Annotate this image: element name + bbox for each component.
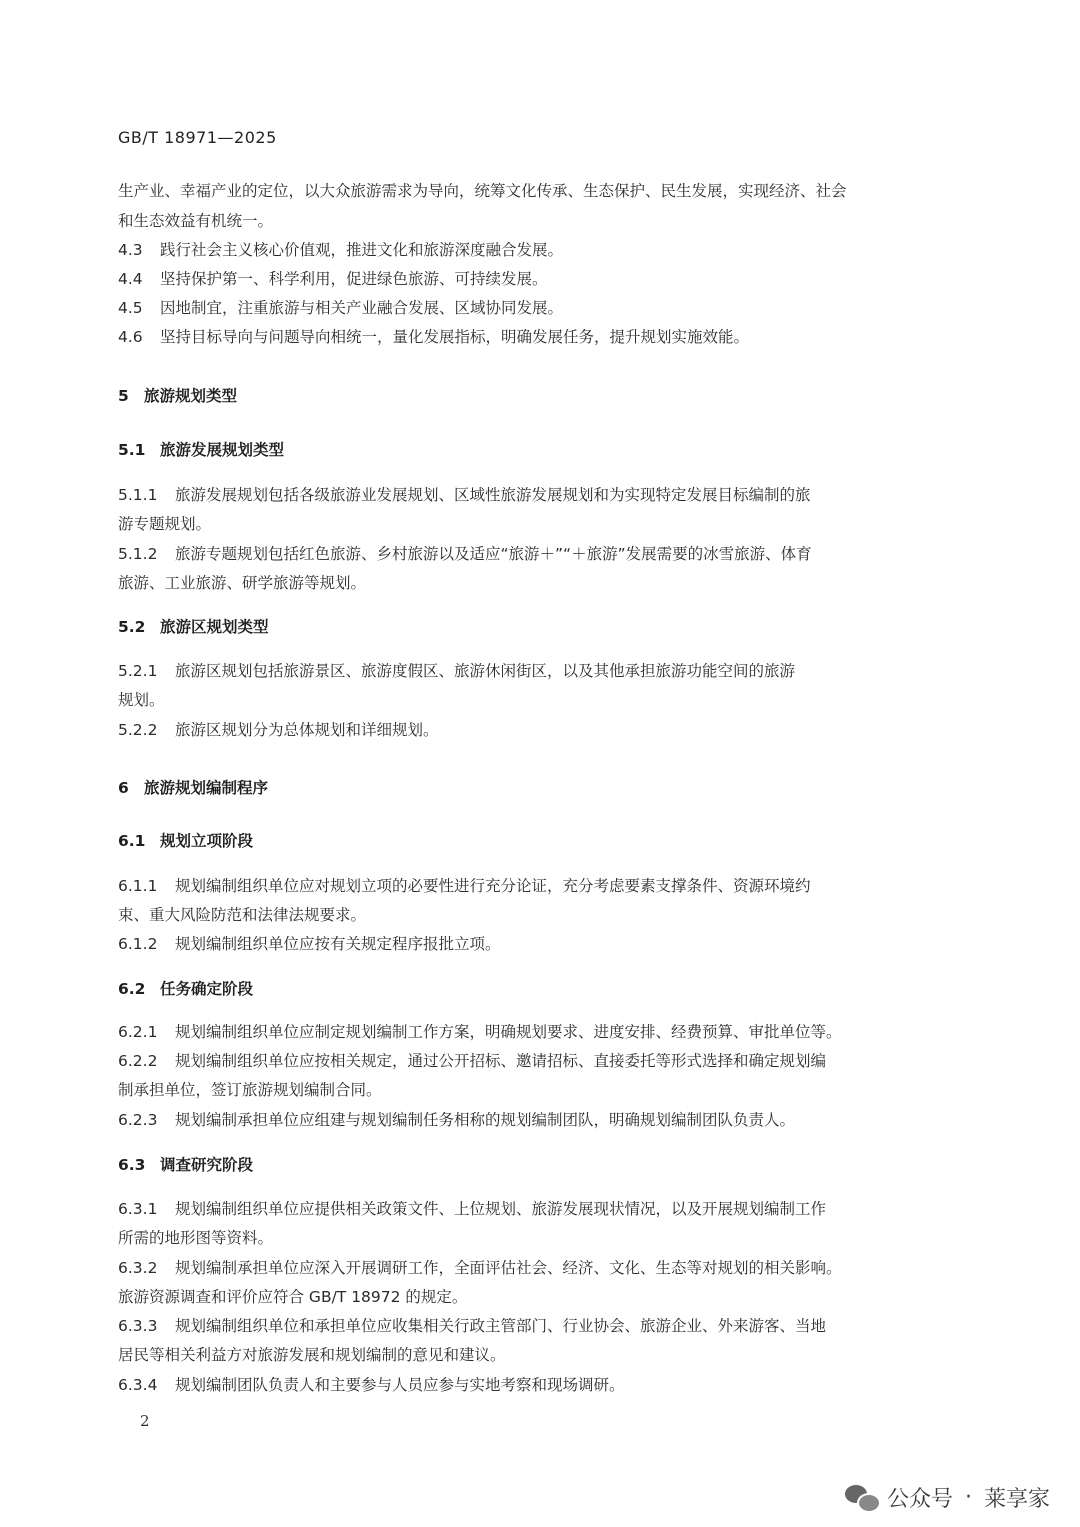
section-number: 6 [118, 779, 129, 797]
section-title: 旅游规划类型 [144, 387, 238, 405]
section-heading-5 [118, 386, 237, 406]
clause-6-2-2 [118, 1051, 826, 1071]
clause-text: 旅游发展规划包括各级旅游业发展规划、区域性旅游发展规划和为实现特定发展目标编制的旅 [175, 486, 811, 504]
section-title: 规划立项阶段 [160, 832, 254, 850]
standard-code: GB/T 18971—2025 [118, 128, 277, 147]
watermark-footer [845, 1482, 1050, 1513]
clause-number: 6.3.2 [118, 1259, 158, 1277]
clause-6-2-3 [118, 1110, 795, 1130]
body-line: 游专题规划。 [118, 515, 212, 533]
clause-5-2-2 [118, 720, 439, 740]
section-title: 任务确定阶段 [160, 980, 254, 998]
wechat-icon [845, 1485, 879, 1511]
section-number: 5.1 [118, 441, 146, 459]
clause-text: 规划编制组织单位应对规划立项的必要性进行充分论证，充分考虑要素支撑条件、资源环境约 [175, 877, 811, 895]
clause-4-6 [118, 327, 749, 347]
clause-number: 4.4 [118, 270, 143, 288]
clause-number: 4.6 [118, 328, 143, 346]
clause-text: 践行社会主义核心价值观，推进文化和旅游深度融合发展。 [160, 241, 564, 259]
clause-number: 5.2.1 [118, 662, 158, 680]
page-number: 2 [140, 1412, 150, 1430]
channel-label: 公众号 [886, 1487, 953, 1512]
clause-5-2-1 [118, 661, 795, 681]
subsection-heading-5-2 [118, 617, 269, 637]
clause-number: 6.2.3 [118, 1111, 158, 1129]
clause-text: 规划编制组织单位和承担单位应收集相关行政主管部门、行业协会、旅游企业、外来游客、当地 [175, 1317, 827, 1335]
clause-6-1-2 [118, 934, 501, 954]
subsection-heading-5-1 [118, 440, 284, 460]
section-heading-6 [118, 778, 268, 798]
section-number: 6.1 [118, 832, 146, 850]
clause-number: 4.5 [118, 299, 143, 317]
section-number: 6.3 [118, 1156, 146, 1174]
clause-number: 6.3.3 [118, 1317, 158, 1335]
section-title: 旅游区规划类型 [160, 618, 269, 636]
clause-number: 5.1.2 [118, 545, 158, 563]
clause-text: 规划编制组织单位应按有关规定程序报批立项。 [175, 935, 501, 953]
clause-4-4 [118, 269, 548, 289]
clause-4-3 [118, 240, 563, 260]
clause-number: 6.2.2 [118, 1052, 158, 1070]
body-line: 居民等相关利益方对旅游发展和规划编制的意见和建议。 [118, 1346, 506, 1364]
clause-number: 4.3 [118, 241, 143, 259]
clause-number: 5.1.1 [118, 486, 158, 504]
body-line: 规划。 [118, 691, 165, 709]
section-title: 旅游规划编制程序 [144, 779, 269, 797]
clause-text: 规划编制组织单位应按相关规定，通过公开招标、邀请招标、直接委托等形式选择和确定规划编 [175, 1052, 827, 1070]
clause-text: 规划编制承担单位应深入开展调研工作，全面评估社会、经济、文化、生态等对规划的相关影响。 [175, 1259, 842, 1277]
section-number: 5.2 [118, 618, 146, 636]
subsection-heading-6-2 [118, 979, 253, 999]
body-line: 旅游、工业旅游、研学旅游等规划。 [118, 574, 367, 592]
clause-6-2-1 [118, 1022, 842, 1042]
subsection-heading-6-1 [118, 831, 253, 851]
account-name: 莱享家 [983, 1487, 1050, 1512]
body-line: 所需的地形图等资料。 [118, 1229, 274, 1247]
body-line: 制承担单位，签订旅游规划编制合同。 [118, 1081, 382, 1099]
clause-text: 规划编制团队负责人和主要参与人员应参与实地考察和现场调研。 [175, 1376, 625, 1394]
clause-text: 规划编制承担单位应组建与规划编制任务相称的规划编制团队，明确规划编制团队负责人。 [175, 1111, 796, 1129]
clause-text: 坚持保护第一、科学利用，促进绿色旅游、可持续发展。 [160, 270, 548, 288]
subsection-heading-6-3 [118, 1155, 253, 1175]
clause-number: 6.2.1 [118, 1023, 158, 1041]
clause-5-1-1 [118, 485, 811, 505]
section-title: 调查研究阶段 [160, 1156, 254, 1174]
clause-4-5 [118, 298, 563, 318]
clause-6-1-1 [118, 876, 811, 896]
section-number: 6.2 [118, 980, 146, 998]
clause-6-3-4 [118, 1375, 625, 1395]
clause-number: 6.3.4 [118, 1376, 158, 1394]
clause-text: 规划编制组织单位应制定规划编制工作方案，明确规划要求、进度安排、经费预算、审批单位等。 [175, 1023, 842, 1041]
clause-5-1-2 [118, 544, 812, 564]
clause-text: 因地制宜，注重旅游与相关产业融合发展、区域协同发展。 [160, 299, 564, 317]
body-line: 束、重大风险防范和法律法规要求。 [118, 906, 367, 924]
clause-text: 旅游区规划包括旅游景区、旅游度假区、旅游休闲街区，以及其他承担旅游功能空间的旅游 [175, 662, 796, 680]
section-title: 旅游发展规划类型 [160, 441, 285, 459]
clause-number: 6.1.2 [118, 935, 158, 953]
separator: · [964, 1485, 972, 1510]
body-line: 和生态效益有机统一。 [118, 212, 274, 230]
clause-text: 旅游专题规划包括红色旅游、乡村旅游以及适应“旅游＋”“＋旅游”发展需要的冰雪旅游、体育 [175, 545, 812, 563]
clause-text: 规划编制组织单位应提供相关政策文件、上位规划、旅游发展现状情况，以及开展规划编制工作 [175, 1200, 827, 1218]
section-number: 5 [118, 387, 129, 405]
clause-number: 6.1.1 [118, 877, 158, 895]
clause-text: 坚持目标导向与问题导向相统一，量化发展指标，明确发展任务，提升规划实施效能。 [160, 328, 750, 346]
clause-6-3-3 [118, 1316, 826, 1336]
clause-number: 5.2.2 [118, 721, 158, 739]
clause-6-3-1 [118, 1199, 826, 1219]
body-line: 旅游资源调查和评价应符合 GB/T 18972 的规定。 [118, 1288, 468, 1306]
clause-number: 6.3.1 [118, 1200, 158, 1218]
body-line: 生产业、幸福产业的定位，以大众旅游需求为导向，统筹文化传承、生态保护、民生发展，实现经济、社会 [118, 182, 847, 200]
clause-text: 旅游区规划分为总体规划和详细规划。 [175, 721, 439, 739]
clause-6-3-2 [118, 1258, 842, 1278]
